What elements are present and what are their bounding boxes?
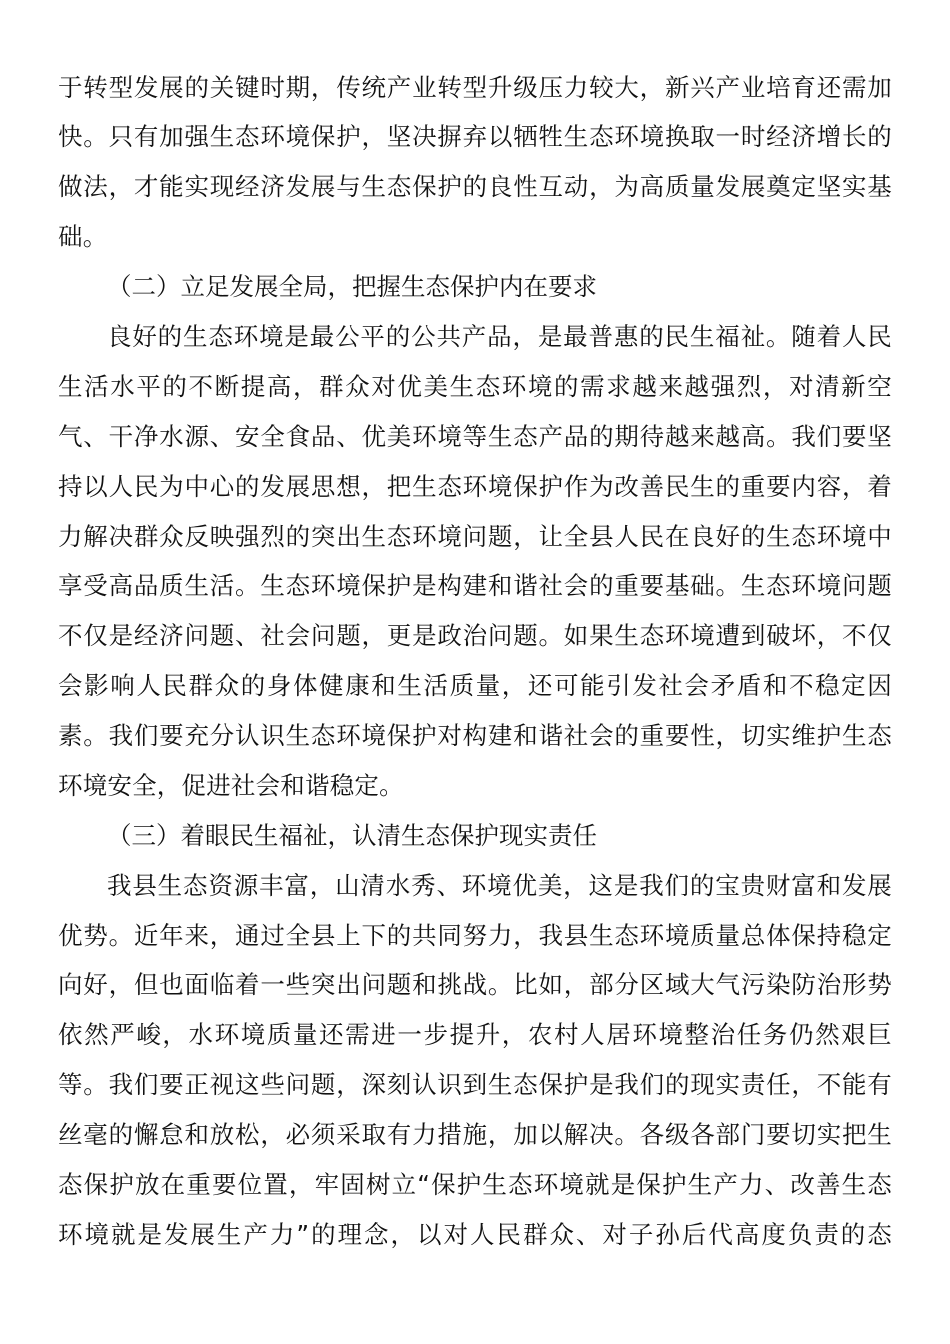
paragraph-3-line-5: 等。我们要正视这些问题，深刻认识到生态保护是我们的现实责任，不能有 [58, 1070, 892, 1099]
paragraph-3-line-6: 丝毫的懈怠和放松，必须采取有力措施，加以解决。各级各部门要切实把生 [58, 1120, 892, 1149]
paragraph-3-line-7: 态保护放在重要位置，牢固树立“保护生态环境就是保护生产力、改善生态 [58, 1170, 892, 1199]
paragraph-1-line-4: 础。 [58, 222, 108, 251]
paragraph-2-line-2: 生活水平的不断提高，群众对优美生态环境的需求越来越强烈，对清新空 [58, 372, 892, 401]
paragraph-3-line-8: 环境就是发展生产力”的理念，以对人民群众、对子孙后代高度负责的态 [58, 1220, 892, 1249]
paragraph-2-line-10: 环境安全，促进社会和谐稳定。 [58, 771, 404, 800]
paragraph-3-line-4: 依然严峻，水环境质量还需进一步提升，农村人居环境整治任务仍然艰巨 [58, 1020, 892, 1049]
paragraph-3-line-3: 向好，但也面临着一些突出问题和挑战。比如，部分区域大气污染防治形势 [58, 970, 892, 999]
paragraph-2-line-3: 气、干净水源、安全食品、优美环境等生态产品的期待越来越高。我们要坚 [58, 422, 892, 451]
paragraph-2-line-7: 不仅是经济问题、社会问题，更是政治问题。如果生态环境遭到破坏，不仅 [58, 621, 892, 650]
section-heading-3: （三）着眼民生福祉，认清生态保护现实责任 [107, 821, 597, 850]
paragraph-1-line-3: 做法，才能实现经济发展与生态保护的良性互动，为高质量发展奠定坚实基 [58, 172, 892, 201]
paragraph-2-line-1: 良好的生态环境是最公平的公共产品，是最普惠的民生福祉。随着人民 [107, 322, 892, 351]
paragraph-2-line-6: 享受高品质生活。生态环境保护是构建和谐社会的重要基础。生态环境问题 [58, 571, 892, 600]
paragraph-2-line-9: 素。我们要充分认识生态环境保护对构建和谐社会的重要性，切实维护生态 [58, 721, 892, 750]
section-heading-2: （二）立足发展全局，把握生态保护内在要求 [107, 272, 597, 301]
paragraph-3-line-1: 我县生态资源丰富，山清水秀、环境优美，这是我们的宝贵财富和发展 [107, 871, 892, 900]
paragraph-2-line-5: 力解决群众反映强烈的突出生态环境问题，让全县人民在良好的生态环境中 [58, 522, 892, 551]
paragraph-1-line-2: 快。只有加强生态环境保护，坚决摒弃以牺牲生态环境换取一时经济增长的 [58, 122, 892, 151]
paragraph-1-line-1: 于转型发展的关键时期，传统产业转型升级压力较大，新兴产业培育还需加 [58, 73, 892, 102]
paragraph-3-line-2: 优势。近年来，通过全县上下的共同努力，我县生态环境质量总体保持稳定 [58, 921, 892, 950]
paragraph-2-line-4: 持以人民为中心的发展思想，把生态环境保护作为改善民生的重要内容，着 [58, 472, 892, 501]
paragraph-2-line-8: 会影响人民群众的身体健康和生活质量，还可能引发社会矛盾和不稳定因 [58, 671, 892, 700]
